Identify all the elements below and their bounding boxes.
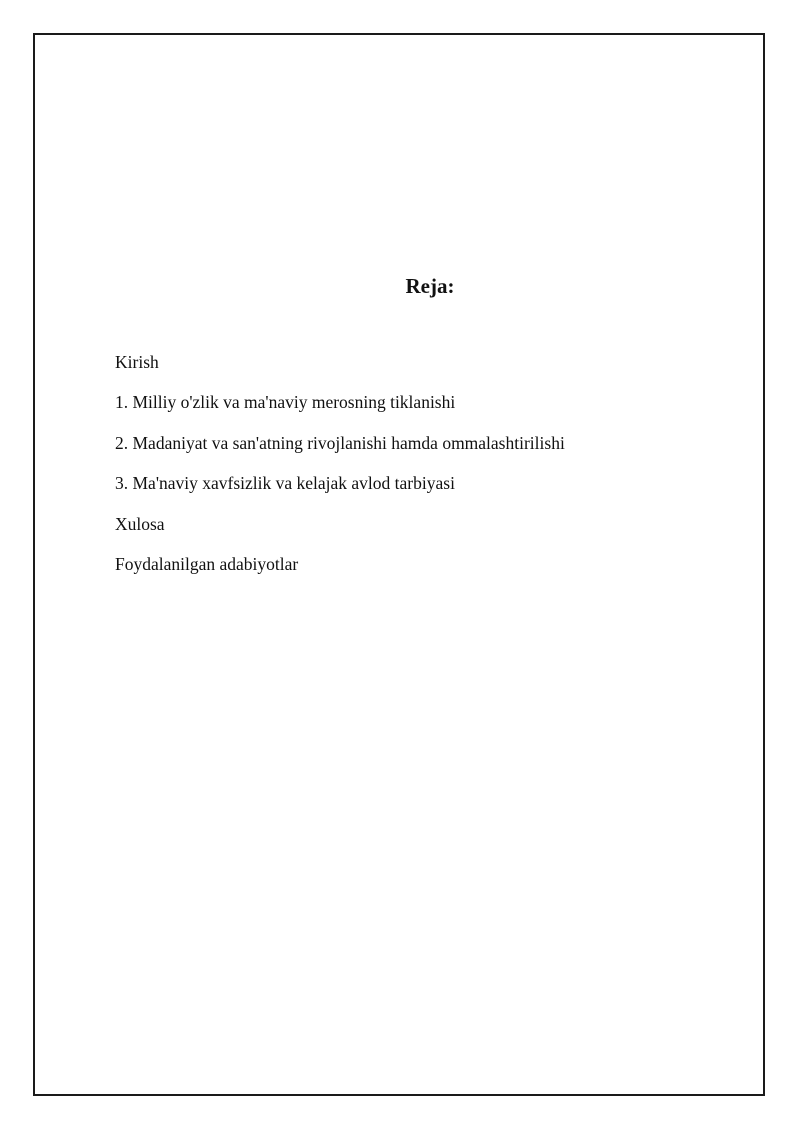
toc-item-conclusion: Xulosa (115, 513, 165, 534)
toc-item-chapter-3: 3. Ma'naviy xavfsizlik va kelajak avlod tarbiyasi (115, 473, 455, 494)
toc-item-references: Foydalanilgan adabiyotlar (115, 553, 299, 574)
page-title: Reja: (405, 274, 455, 298)
toc-item-chapter-1: 1. Milliy o'zlik va ma'naviy merosning tiklanishi (115, 392, 456, 413)
toc-item-introduction: Kirish (115, 352, 159, 372)
toc-item-chapter-2: 2. Madaniyat va san'atning rivojlanishi hamda ommalashtirilishi (115, 432, 565, 453)
table-of-contents (115, 352, 565, 594)
